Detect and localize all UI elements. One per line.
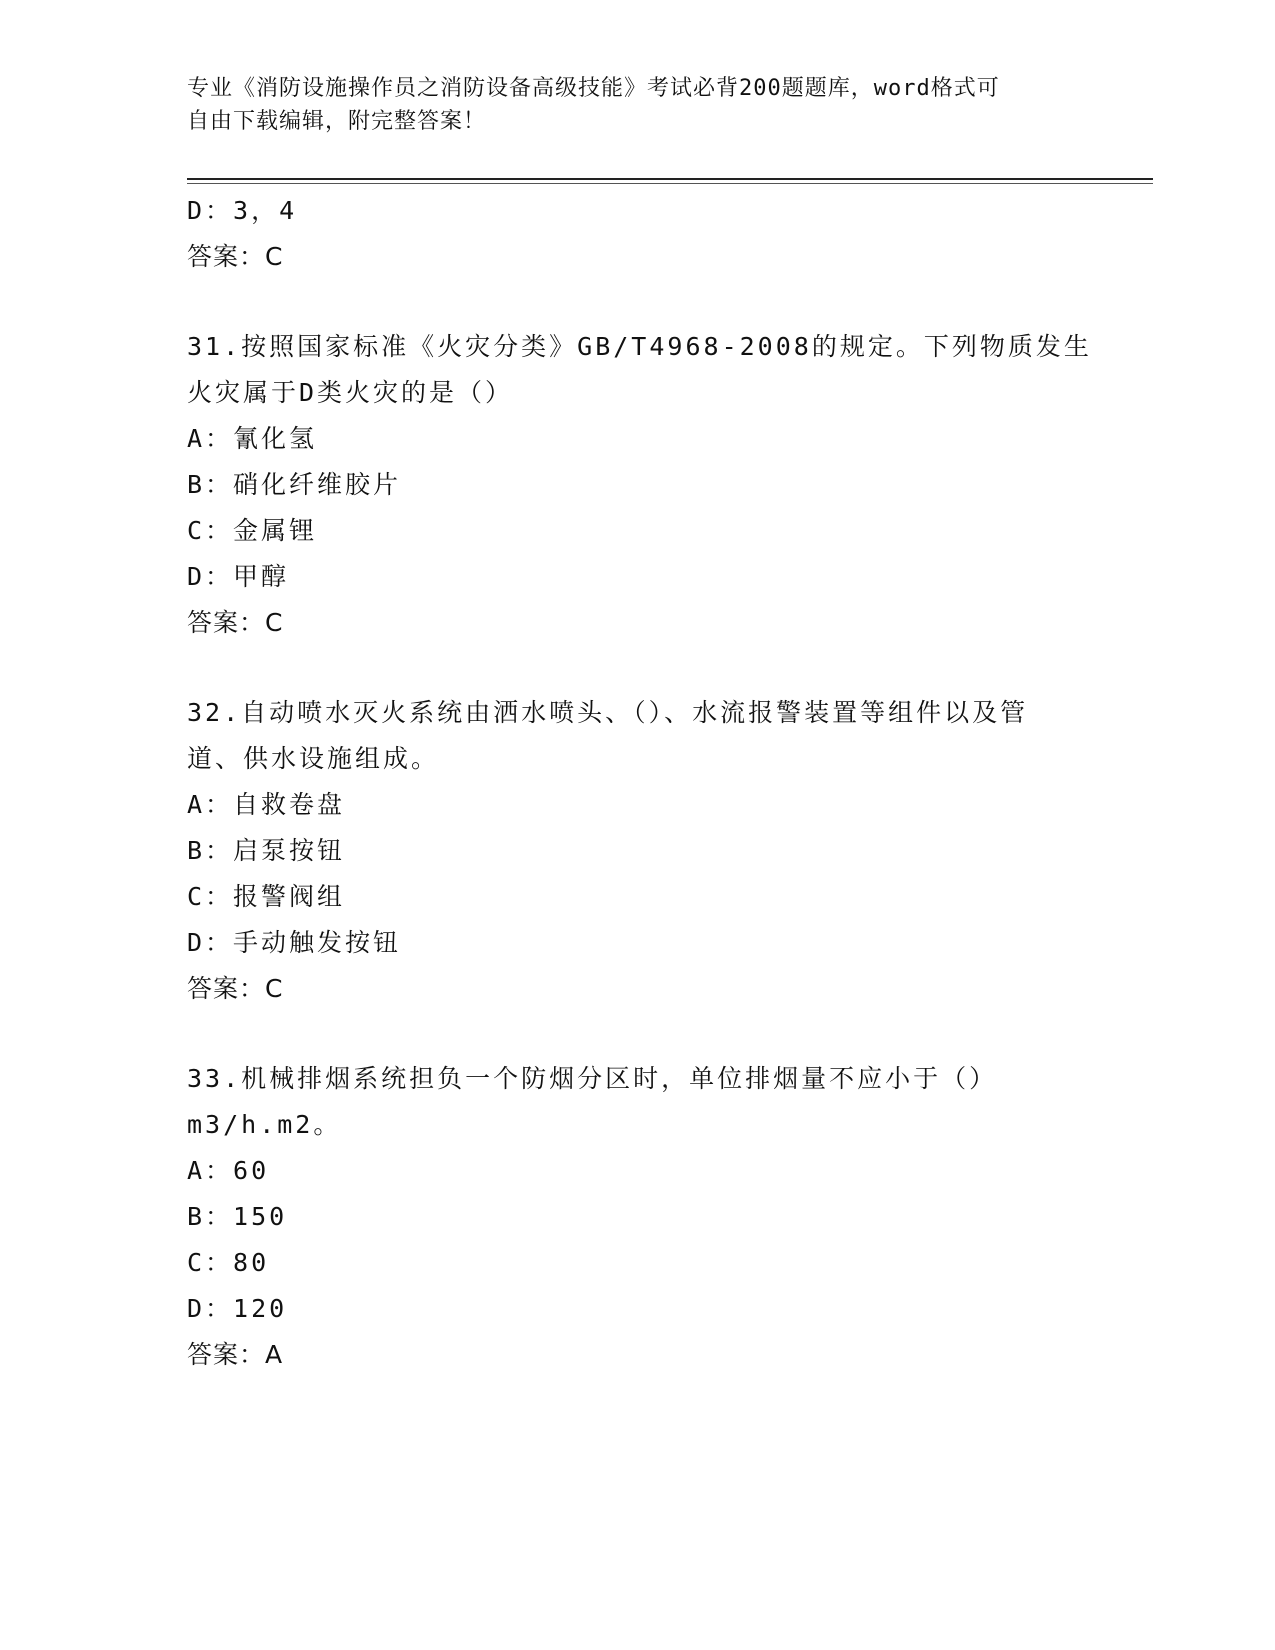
question-32 xyxy=(187,690,1087,1012)
question-stem-line-2: 道、供水设施组成。 xyxy=(187,744,440,773)
option-a: A：60 xyxy=(187,1156,270,1185)
carryover-block xyxy=(187,188,1087,280)
option-d: D：手动触发按钮 xyxy=(187,928,402,957)
question-33 xyxy=(187,1056,1087,1378)
spacer xyxy=(187,1012,1087,1056)
answer-line: 答案：C xyxy=(187,242,284,271)
option-b: B：硝化纤维胶片 xyxy=(187,470,402,499)
option-b: B：启泵按钮 xyxy=(187,836,346,865)
option-c: C：报警阀组 xyxy=(187,882,346,911)
header-line-2: 自由下载编辑，附完整答案！ xyxy=(187,109,487,134)
option-d: D：3，4 xyxy=(187,196,298,225)
question-stem-line-2: m3/h.m2。 xyxy=(187,1110,342,1139)
answer-line: 答案：C xyxy=(187,974,284,1003)
header-divider-thin xyxy=(187,183,1153,184)
option-b: B：150 xyxy=(187,1202,288,1231)
header-divider-thick xyxy=(187,178,1153,180)
option-a: A：氰化氢 xyxy=(187,424,318,453)
question-31 xyxy=(187,324,1092,646)
spacer xyxy=(187,646,1087,690)
question-stem-line-1: 32.自动喷水灭火系统由洒水喷头、（）、水流报警装置等组件以及管 xyxy=(187,698,1029,727)
option-a: A：自救卷盘 xyxy=(187,790,346,819)
option-c: C：金属锂 xyxy=(187,516,318,545)
question-stem-line-1: 31.按照国家标准《火灾分类》GB/T4968-2008的规定。下列物质发生 xyxy=(187,332,1092,361)
answer-line: 答案：A xyxy=(187,1340,284,1369)
spacer xyxy=(187,280,1087,324)
question-stem-line-2: 火灾属于D类火灾的是（） xyxy=(187,378,514,407)
option-d: D：120 xyxy=(187,1294,288,1323)
document-header xyxy=(187,72,1067,138)
header-line-1: 专业《消防设施操作员之消防设备高级技能》考试必背200题题库，word格式可 xyxy=(187,76,1000,101)
answer-line: 答案：C xyxy=(187,608,284,637)
option-d: D：甲醇 xyxy=(187,562,290,591)
question-stem-line-1: 33.机械排烟系统担负一个防烟分区时，单位排烟量不应小于（） xyxy=(187,1064,998,1093)
document-body xyxy=(187,188,1092,1378)
option-c: C：80 xyxy=(187,1248,270,1277)
